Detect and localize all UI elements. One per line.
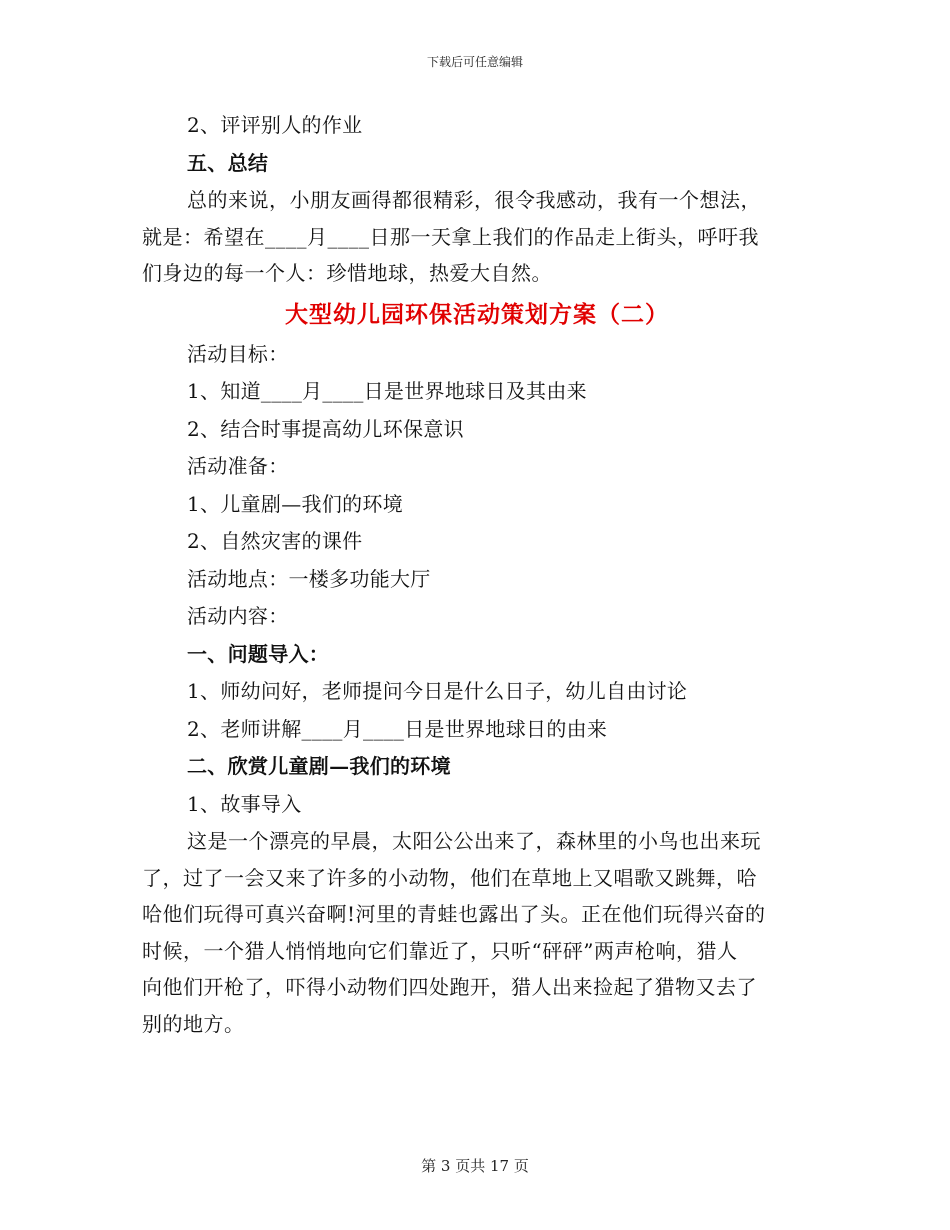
section-label: 活动目标： (187, 341, 289, 366)
paragraph-line: 向他们开枪了，吓得小动物们四处跑开，猎人出来捡起了猎物又去了 (142, 975, 757, 999)
story-paragraph (142, 823, 812, 1042)
paragraph-line: 总的来说，小朋友画得都很精彩，很令我感动，我有一个想法， (187, 188, 761, 212)
paragraph-line: 时候，一个猎人悄悄地向它们靠近了，只听“砰砰”两声枪响，猎人 (142, 938, 738, 963)
paragraph-line: 就是：希望在____月____日那一天拿上我们的作品走上街头，呼吁我 (142, 224, 759, 249)
list-item: 2、结合时事提高幼儿环保意识 (187, 416, 464, 441)
paragraph-line: 们身边的每一个人：珍惜地球，热爱大自然。 (142, 261, 552, 285)
page-header: 下载后可任意编辑 (426, 55, 523, 69)
page-footer: 第 3 页共 17 页 (421, 1157, 529, 1175)
list-item: 2、老师讲解____月____日是世界地球日的由来 (187, 716, 608, 741)
list-item: 1、故事导入 (187, 791, 302, 816)
section-heading: 一、问题导入： (187, 641, 330, 666)
paragraph-line: 了，过了一会又来了许多的小动物，他们在草地上又唱歌又跳舞，哈 (142, 865, 757, 890)
list-item: 2、评评别人的作业 (187, 113, 363, 137)
paragraph-line: 这是一个漂亮的早晨，太阳公公出来了，森林里的小鸟也出来玩 (187, 829, 761, 853)
section-label: 活动内容： (187, 604, 289, 628)
section-heading: 二、欣赏儿童剧—我们的环境 (187, 754, 451, 778)
list-item: 1、师幼问好，老师提问今日是什么日子，幼儿自由讨论 (187, 679, 688, 703)
document-title: 大型幼儿园环保活动策划方案（二） (285, 300, 669, 328)
list-item: 2、自然灾害的课件 (187, 529, 363, 553)
summary-paragraph (142, 182, 812, 292)
section-heading: 五、总结 (187, 150, 269, 175)
list-item: 1、儿童剧—我们的环境 (187, 491, 404, 516)
paragraph-line: 别的地方。 (142, 1011, 245, 1036)
paragraph-line: 哈他们玩得可真兴奋啊!河里的青蛙也露出了头。正在他们玩得兴奋的 (142, 902, 766, 926)
document-body (142, 107, 812, 1042)
list-item: 1、知道____月____日是世界地球日及其由来 (187, 379, 587, 403)
section-label: 活动准备： (187, 454, 289, 478)
section-label: 活动地点：一楼多功能大厅 (187, 566, 431, 591)
